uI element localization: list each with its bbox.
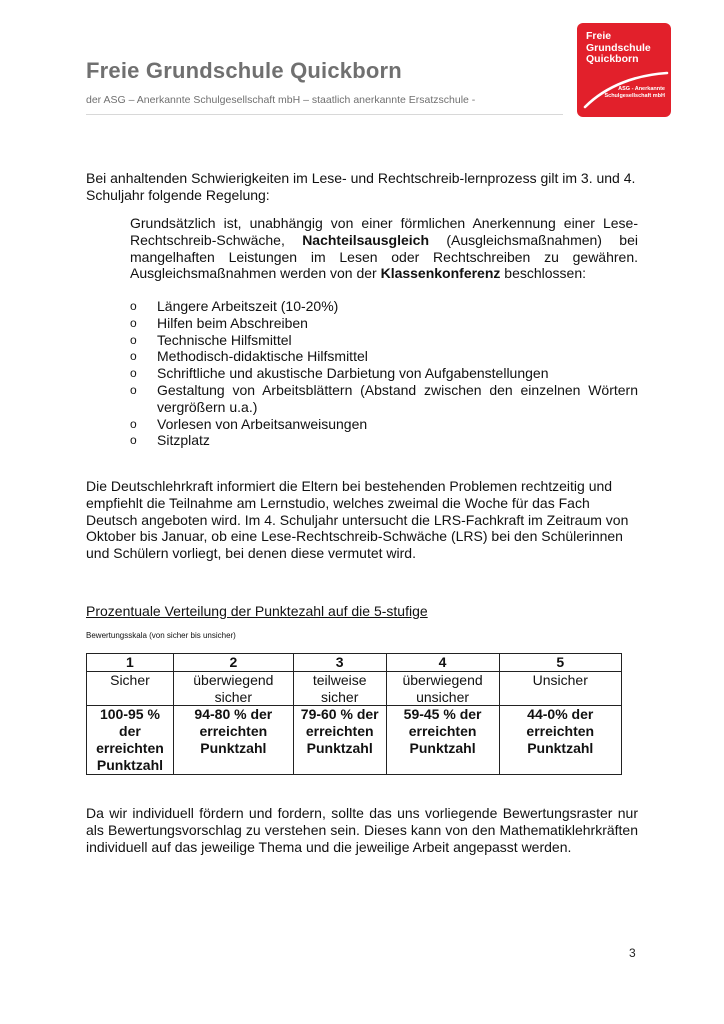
school-subtitle: der ASG – Anerkannte Schulgesellschaft mbH – staatlich anerkannte Ersatzschule - (86, 94, 476, 106)
list-item: o Sitzplatz (130, 432, 210, 449)
page-number: 3 (629, 946, 636, 960)
table-row-labels (87, 671, 622, 706)
list-item: o Hilfen beim Abschreiben (130, 314, 308, 331)
measures-list (130, 298, 638, 449)
list-item: o Vorlesen von Arbeitsanweisungen (130, 415, 368, 432)
list-item: o Methodisch-didaktische Hilfsmittel (130, 348, 368, 365)
circle-bullet-icon: o (130, 299, 137, 313)
list-item: o Technische Hilfsmittel (130, 331, 292, 348)
circle-bullet-icon: o (130, 433, 137, 448)
label-cell: teilweise sicher (293, 671, 386, 706)
grade-cell: 2 (173, 654, 293, 672)
circle-bullet-icon: o (130, 315, 137, 330)
circle-bullet-icon: o (130, 349, 137, 364)
range-cell: 100-95 % der erreichten Punktzahl (87, 706, 174, 774)
list-item: o Längere Arbeitszeit (10-20%) (130, 298, 339, 314)
list-item: o Schriftliche und akustische Darbietung von Aufgabenstellungen (130, 365, 549, 382)
grade-cell: 1 (87, 654, 174, 672)
grading-scale-table (86, 653, 622, 775)
header-divider (86, 114, 563, 115)
label-cell: überwiegend unsicher (386, 671, 499, 706)
grade-cell: 5 (499, 654, 621, 672)
logo-name: Freie Grundschule Quickborn (586, 30, 651, 65)
range-cell: 79-60 % der erreichten Punktzahl (293, 706, 386, 774)
bold-term-nachteilsausgleich: Nachteilsausgleich (302, 231, 430, 248)
list-item: o Gestaltung von Arbeitsblättern (Abstand zwischen den einzelnen Wörtern vergrößern u.a.) (130, 381, 638, 415)
circle-bullet-icon: o (130, 382, 137, 397)
circle-bullet-icon: o (130, 416, 137, 431)
bold-term-klassenkonferenz: Klassenkonferenz (380, 265, 501, 282)
intro-paragraph: Bei anhaltenden Schwierigkeiten im Lese- und Rechtschreib-lernprozess gilt im 3. und 4. Schuljahr folgende Regelung: (86, 170, 636, 203)
logo-subtitle: ASG - Anerkannte Schulgesellschaft mbH (604, 86, 665, 99)
label-cell: Sicher (87, 671, 174, 706)
closing-paragraph: Da wir individuell fördern und fordern, sollte das uns vorliegende Bewertungsraster nur als Bewertungsvorschlag zu verstehen sein. Dieses kann von den Mathematiklehrkräften individuell auf das jeweilige Thema und die jeweilige Arbeit angepasst werden. (86, 805, 638, 855)
range-cell: 44-0% der erreichten Punktzahl (499, 706, 621, 774)
label-cell: überwiegend sicher (173, 671, 293, 706)
lrs-paragraph: Die Deutschlehrkraft informiert die Eltern bei bestehenden Problemen rechtzeitig und empfiehlt die Teilnahme am Lernstudio, welches zweimal die Woche für das Fach Deutsch angeboten wird. Im 4. Schuljahr untersucht die LRS-Fachkraft im Zeitraum von Oktober bis Januar, ob eine Lese-Rechtschreib-Schwäche (LRS) bei den Schülerinnen und Schülern vorliegt, bei denen diese vermutet wird. (86, 478, 629, 562)
school-title: Freie Grundschule Quickborn (86, 58, 402, 83)
label-cell: Unsicher (499, 671, 621, 706)
range-cell: 94-80 % der erreichten Punktzahl (173, 706, 293, 774)
table-row-ranges (87, 706, 622, 774)
range-cell: 59-45 % der erreichten Punktzahl (386, 706, 499, 774)
school-logo (577, 23, 671, 117)
section-note: Bewertungsskala (von sicher bis unsicher) (86, 631, 236, 640)
section-heading: Prozentuale Verteilung der Punktezahl auf die 5-stufige (86, 603, 428, 619)
grade-cell: 4 (386, 654, 499, 672)
table-row-grades (87, 654, 622, 672)
rule-paragraph: Grundsätzlich ist, unabhängig von einer förmlichen Anerkennung einer Lese-Rechtschreib-Schwäche, Nachteilsausgleich (Ausgleichsmaßnahmen) bei mangelhaften Leistungen im Lesen oder Rechtschreiben zu gewähren. Ausgleichsmaßnahmen werden von der Klassenkonferenz beschlossen: (130, 215, 638, 282)
circle-bullet-icon: o (130, 366, 137, 381)
grade-cell: 3 (293, 654, 386, 672)
circle-bullet-icon: o (130, 332, 137, 347)
